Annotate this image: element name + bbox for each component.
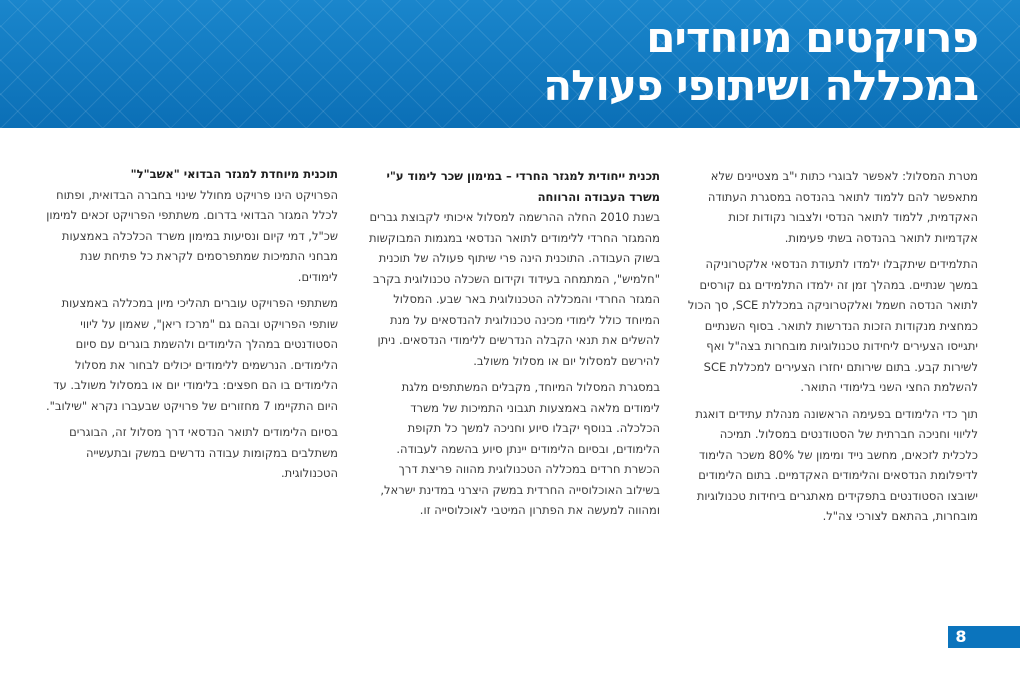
page-title-line-2: במכללה ושיתופי פעולה	[543, 61, 978, 110]
column-left-heading: תוכנית מיוחדת למגזר הבדואי "אשב"ל"	[130, 167, 338, 181]
column-left-paragraph-1: הפרויקט הינו פרויקט מחולל שינוי בחברה הבדואית, ופתוח לכלל המגזר הבדואי בדרום. משתתפי הפרויקט זכאים למימון שכ"ל, דמי קיום ונסיעות במימון משרד הכלכלה באמצעות מבחני התמיכות שמתפרסמים לקראת כל פתיחת שנת לימודים.	[46, 187, 338, 284]
column-right	[682, 166, 978, 533]
page-number-tab	[948, 626, 1020, 648]
page-title-line-1: פרויקטים מיוחדים	[646, 13, 978, 62]
header-banner	[0, 0, 1020, 128]
column-right-paragraph-1: מטרת המסלול: לאפשר לבוגרי כתות י"ב מצטיינים שלא מתאפשר להם ללמוד לתואר בהנדסה במסגרת העתודה האקדמית, ללמוד לתואר הנדסי ולצבור נקודות זכות אקדמיות לתואר בהנדסה בשתי פעימות.	[707, 169, 978, 245]
column-left-paragraph-2: משתתפי הפרויקט עוברים תהליכי מיון במכללה באמצעות שותפי הפרויקט ובהם גם "מרכז ריאן", שאמון על ליווי הסטודנטים במהלך הלימודים ולהשמת בוגרים עם סיום הלימודים. הנרשמים ללימודים יכולים לבחור את מסלול הלימודים בו הם חפצים: בלימודי יום או במסלול משולב. עד היום התקיימו 7 מחזורים של פרויקט שבעברו נקרא "שילוב".	[45, 296, 338, 413]
column-middle-paragraph-1: בשנת 2010 החלה ההרשמה למסלול איכותי לקבוצת גברים מהמגזר החרדי ללימודים לתואר הנדסאי במגמות המבוקשות בשוק העבודה. התוכנית הינה פרי שיתוף פעולה של תוכנית "חלמיש", המתמחה בעידוד וקידום השכלה טכנולוגית בקרב המגזר החרדי והמכללה הטכנולוגית באר שבע. המסלול המיוחד כולל לימודי מכינה טכנולוגית להנדסאים על מנת להשלים את תנאי הקבלה הנדרשים ללימודי הנדסאים. ניתן להירשם למסלול יום או מסלול משולב.	[368, 210, 660, 368]
column-middle-paragraph-2: במסגרת המסלול המיוחד, מקבלים המשתתפים מלגת לימודים מלאה באמצעות תגבוני התמיכות של משרד הכלכלה. בנוסף יקבלו סיוע וחניכה למשך כל תקופת הלימודים, ובסיום הלימודים יינתן סיוע בהשמה לעבודה. הכשרת חרדים במכללה הטכנולוגית מהווה פריצת דרך בשילוב האוכלוסייה החרדית במשק היצרני במדינת ישראל, ומהווה למעשה את הפתרון המיטבי לאוכלוסייה זו.	[380, 380, 660, 517]
column-right-paragraph-3: תוך כדי הלימודים בפעימה הראשונה מנהלת עתידים דואגת לליווי וחניכה חברתית של הסטודנטים במסלול. תמיכה כלכלית לזכאים, מחשב נייד ומימון של 80% משכר הלימוד לדיפלומת הנדסאים והלימודים האקדמיים. בתום הלימודים ישובצו הסטודנטים בתפקידים מאתגרים ביחידות טכנולוגיות מובחרות, בהתאם לצורכי צה"ל.	[695, 406, 978, 523]
column-right-paragraph-2: התלמידים שיתקבלו ילמדו לתעודת הנדסאי אלקטרוניקה במשך שנתיים. במהלך זמן זה ילמדו התלמידים גם קורסים לתואר הנדסה חשמל ואלקטרוניקה במכללת SCE, סך הכול כמחצית מנקודות הזכות הנדרשות לתואר. בסוף השנתיים יתגייסו הצעירים ליחידות טכנולוגיות מובחרות בצה"ל ואף לשירות קבע. בתום שירותם יחזרו הצעירים למכללת SCE להשלמת החצי השני בלימודי התואר.	[687, 257, 978, 394]
page-title	[358, 14, 978, 110]
column-middle	[364, 166, 660, 527]
column-middle-heading: תכנית ייחודית למגזר החרדי – במימון שכר לימוד ע"י משרד העבודה והרווחה	[386, 169, 660, 204]
page-number: 8	[955, 627, 967, 646]
column-left	[42, 164, 338, 490]
column-left-paragraph-3: בסיום הלימודים לתואר הנדסאי דרך מסלול זה, הבוגרים משתלבים במקומות עבודה נדרשים במשק ובתעשייה הטכנולוגית.	[69, 425, 338, 480]
